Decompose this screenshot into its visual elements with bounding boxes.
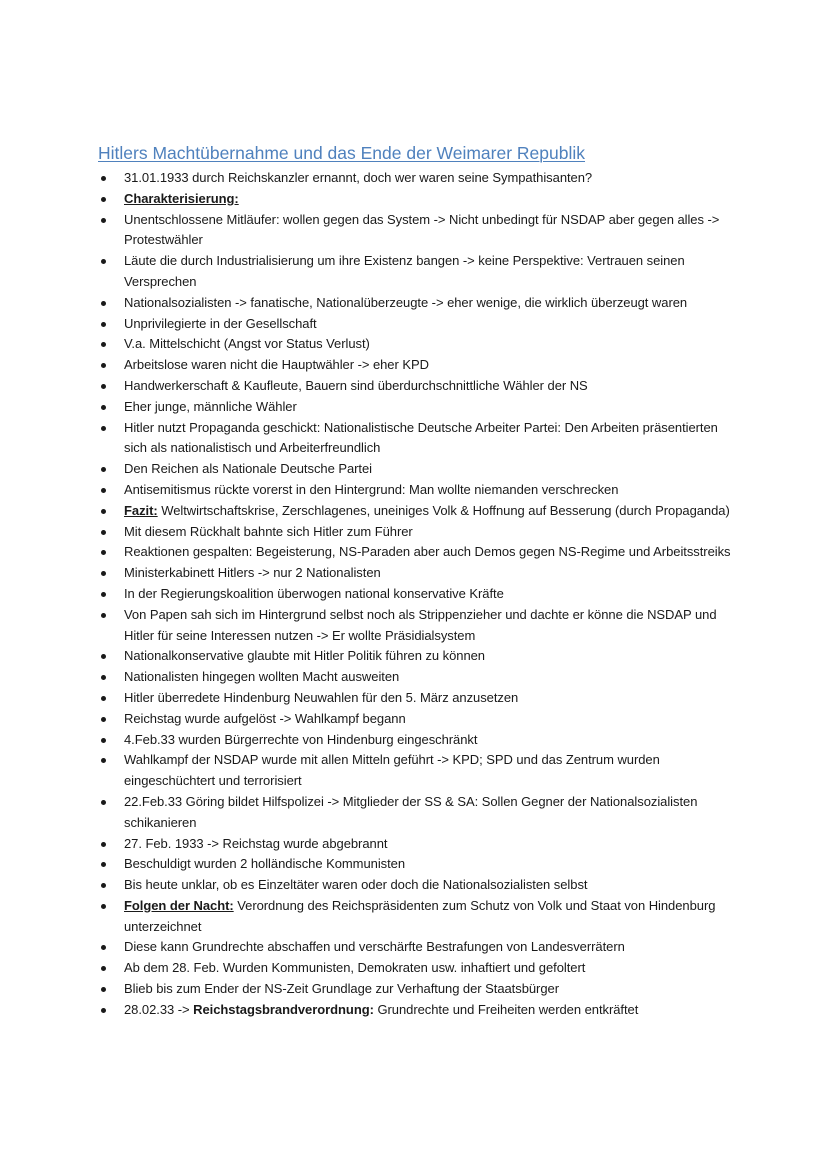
- list-item-text: Hitler nutzt Propaganda geschickt: Nationalistische Deutsche Arbeiter Partei: Den Arbeiten präsentierten sich als nationalistisch und Arbeiterfreundlich: [124, 419, 718, 456]
- list-item: [98, 709, 738, 730]
- list-item-text: 22.Feb.33 Göring bildet Hilfspolizei -> Mitglieder der SS & SA: Sollen Gegner der Nationalsozialisten schikanieren: [124, 793, 698, 830]
- list-item: [98, 501, 738, 522]
- list-item-text: Läute die durch Industrialisierung um ihre Existenz bangen -> keine Perspektive: Vertrauen seinen Versprechen: [124, 253, 685, 289]
- bullet-icon: [101, 218, 106, 223]
- list-item: [98, 355, 738, 376]
- list-item-text: Antisemitismus rückte vorerst in den Hintergrund: Man wollte niemanden verschrecken: [124, 481, 619, 497]
- list-item: [98, 875, 738, 896]
- bullet-icon: [101, 987, 106, 992]
- list-item-heading: Fazit:: [124, 502, 158, 518]
- list-item: [98, 189, 738, 210]
- bullet-icon: [101, 550, 106, 555]
- list-item: [98, 958, 738, 979]
- list-item-text: 4.Feb.33 wurden Bürgerrechte von Hindenburg eingeschränkt: [124, 731, 478, 747]
- list-item: [98, 979, 738, 1000]
- document-page: [98, 142, 738, 1021]
- list-item-text: Beschuldigt wurden 2 holländische Kommunisten: [124, 856, 406, 872]
- list-item: [98, 480, 738, 501]
- list-item-text: Nationalsozialisten -> fanatische, Nationalüberzeugte -> eher wenige, die wirklich überzeugt waren: [124, 294, 688, 310]
- list-item: [98, 376, 738, 397]
- bullet-icon: [101, 259, 106, 264]
- list-item: [98, 896, 738, 938]
- list-item: [98, 646, 738, 667]
- bullet-icon: [101, 322, 106, 327]
- document-title: Hitlers Machtübernahme und das Ende der Weimarer Republik: [98, 143, 586, 163]
- list-item: [98, 210, 738, 252]
- list-item-text: In der Regierungskoalition überwogen national konservative Kräfte: [124, 585, 504, 601]
- list-item-text: Arbeitslose waren nicht die Hauptwähler -> eher KPD: [124, 357, 429, 373]
- list-item-text: Handwerkerschaft & Kaufleute, Bauern sind überdurchschnittliche Wähler der NS: [124, 377, 588, 393]
- bullet-icon: [101, 342, 106, 347]
- bullet-icon: [101, 717, 106, 722]
- list-item: [98, 334, 738, 355]
- list-item: [98, 293, 738, 314]
- bullet-icon: [101, 945, 106, 950]
- bullet-icon: [101, 530, 106, 535]
- list-item-text: Ab dem 28. Feb. Wurden Kommunisten, Demokraten usw. inhaftiert und gefoltert: [124, 960, 586, 976]
- list-item-text: Hitler überredete Hindenburg Neuwahlen für den 5. März anzusetzen: [124, 689, 519, 705]
- list-item: [98, 563, 738, 584]
- last-item-suffix: Grundrechte und Freiheiten werden entkräftet: [373, 1001, 639, 1017]
- list-item-text: Weltwirtschaftskrise, Zerschlagenes, uneiniges Volk & Hoffnung auf Besserung (durch Propaganda): [157, 502, 730, 518]
- bullet-icon: [101, 738, 106, 743]
- list-item: [98, 688, 738, 709]
- bullet-icon: [101, 592, 106, 597]
- bullet-icon: [101, 197, 106, 202]
- list-item: [98, 314, 738, 335]
- list-item-text: Unprivilegierte in der Gesellschaft: [124, 315, 317, 331]
- bullet-icon: [101, 675, 106, 680]
- list-item-text: Nationalisten hingegen wollten Macht ausweiten: [124, 669, 400, 685]
- list-item-text: Reaktionen gespalten: Begeisterung, NS-Paraden aber auch Demos gegen NS-Regime und Arbeitsstreiks: [124, 544, 731, 560]
- list-item-text: Verordnung des Reichspräsidenten zum Schutz von Volk und Staat von Hindenburg unterzeichnet: [124, 897, 716, 934]
- bullet-icon: [101, 1008, 106, 1013]
- bullet-icon: [101, 758, 106, 763]
- bullet-icon: [101, 654, 106, 659]
- list-item-text: 27. Feb. 1933 -> Reichstag wurde abgebrannt: [124, 835, 388, 851]
- list-item-text: Eher junge, männliche Wähler: [124, 398, 297, 414]
- list-item: [98, 730, 738, 751]
- bullet-icon: [101, 571, 106, 576]
- last-item-prefix: 28.02.33 ->: [124, 1001, 194, 1017]
- bullet-icon: [101, 509, 106, 514]
- bullet-icon: [101, 301, 106, 306]
- bullet-icon: [101, 384, 106, 389]
- bullet-icon: [101, 904, 106, 909]
- list-item: [98, 251, 738, 293]
- bullet-icon: [101, 883, 106, 888]
- list-item-text: Den Reichen als Nationale Deutsche Partei: [124, 461, 372, 477]
- bullet-icon: [101, 800, 106, 805]
- list-item: [98, 834, 738, 855]
- list-item-text: Wahlkampf der NSDAP wurde mit allen Mitteln geführt -> KPD; SPD und das Zentrum wurden eingeschüchtert und terrorisiert: [124, 752, 660, 789]
- list-item-last: [98, 1000, 738, 1021]
- list-item-text: Von Papen sah sich im Hintergrund selbst noch als Strippenzieher und dachte er könne die NSDAP und Hitler für seine Interessen nutzen -> Er wollte Präsidialsystem: [124, 606, 717, 643]
- bullet-icon: [101, 613, 106, 618]
- list-item: [98, 854, 738, 875]
- list-item-text: Unentschlossene Mitläufer: wollen gegen das System -> Nicht unbedingt für NSDAP aber gegen alles -> Protestwähler: [124, 211, 720, 248]
- bullet-icon: [101, 696, 106, 701]
- list-item-heading: Folgen der Nacht:: [124, 897, 234, 913]
- last-item-bold: Reichstagsbrandverordnung:: [193, 1001, 374, 1017]
- list-item: [98, 168, 738, 189]
- bullet-icon: [101, 176, 106, 181]
- bullet-icon: [101, 842, 106, 847]
- bullet-icon: [101, 862, 106, 867]
- list-item: [98, 522, 738, 543]
- list-item: [98, 542, 738, 563]
- list-item-text: Bis heute unklar, ob es Einzeltäter waren oder doch die Nationalsozialisten selbst: [124, 877, 588, 893]
- list-item: [98, 418, 738, 460]
- bullet-icon: [101, 488, 106, 493]
- bullet-list: [98, 168, 738, 1021]
- bullet-icon: [101, 467, 106, 472]
- bullet-icon: [101, 426, 106, 431]
- list-item-heading: Charakterisierung:: [124, 190, 239, 206]
- list-item: [98, 937, 738, 958]
- bullet-icon: [101, 966, 106, 971]
- list-item: [98, 750, 738, 792]
- list-item-text: Blieb bis zum Ender der NS-Zeit Grundlage zur Verhaftung der Staatsbürger: [124, 981, 559, 997]
- bullet-icon: [101, 405, 106, 410]
- list-item-text: Reichstag wurde aufgelöst -> Wahlkampf begann: [124, 710, 406, 726]
- bullet-icon: [101, 363, 106, 368]
- list-item: [98, 584, 738, 605]
- list-item: [98, 605, 738, 647]
- list-item-text: V.a. Mittelschicht (Angst vor Status Verlust): [124, 336, 370, 352]
- list-item: [98, 667, 738, 688]
- list-item: [98, 397, 738, 418]
- list-item-text: Ministerkabinett Hitlers -> nur 2 Nationalisten: [124, 565, 381, 581]
- list-item: [98, 459, 738, 480]
- list-item-text: 31.01.1933 durch Reichskanzler ernannt, doch wer waren seine Sympathisanten?: [124, 170, 593, 185]
- list-item-text: Diese kann Grundrechte abschaffen und verschärfte Bestrafungen von Landesverrätern: [124, 939, 625, 955]
- list-item: [98, 792, 738, 834]
- list-item-text: Nationalkonservative glaubte mit Hitler Politik führen zu können: [124, 648, 485, 664]
- list-item-text: Mit diesem Rückhalt bahnte sich Hitler zum Führer: [124, 523, 413, 539]
